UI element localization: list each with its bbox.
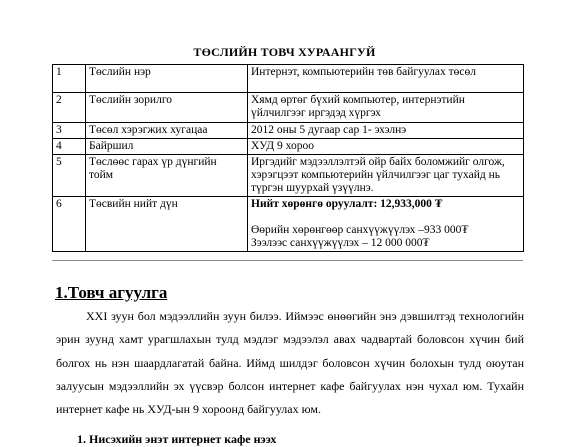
row-number: 6 bbox=[53, 197, 86, 252]
total-investment: Нийт хөрөнгө оруулалт: 12,933,000 ₮ bbox=[251, 198, 443, 210]
project-summary-table bbox=[52, 64, 524, 252]
loan-funding: Зээлээс санхүүжүүлэх – 12 000 000₮ bbox=[251, 237, 430, 249]
value-line: түргэн шуурхай үзүүлнэ. bbox=[251, 182, 374, 194]
table-row bbox=[53, 93, 524, 123]
own-funding: Өөрийн хөрөнгөөр санхүүжүүлэх –933 000₮ bbox=[251, 224, 469, 236]
summary-paragraph bbox=[56, 305, 524, 421]
row-number: 4 bbox=[53, 139, 86, 155]
document-title: ТӨСЛИЙН ТОВЧ ХУРААНГУЙ bbox=[193, 45, 376, 59]
value-line: ХУД 9 хороо bbox=[251, 140, 314, 152]
row-value bbox=[248, 65, 524, 93]
table-row bbox=[53, 65, 524, 93]
row-value bbox=[248, 155, 524, 197]
row-label: Байршил bbox=[86, 139, 248, 155]
label-line: тойм bbox=[89, 169, 114, 181]
value-line: Иргэдийг мэдээллэлтэй ойр байх боломжийг олгож, bbox=[251, 156, 505, 168]
paragraph-text: XXI зуун бол мэдээллийн зуун билээ. Иймээс өнөөгийн энэ дэвшилтэд технологийн эрин зуунд хамт урагшлахын тулд мэдлэг мэдээлэл авах чадвартай боловсон хүчин бий болгох нь нэн шаардлагатай байна. Иймд шилдэг боловсон хүчин болохын тулд оюутан залуусын мэдээллийн эх үүсвэр болсон интернет кафе байгуулах нэн чухал юм. Тухайн интернет кафе нь ХУД-ын 9 хороонд байгуулах юм. bbox=[56, 309, 524, 417]
row-number: 5 bbox=[53, 155, 86, 197]
row-value bbox=[248, 123, 524, 139]
row-label bbox=[86, 155, 248, 197]
table-row bbox=[53, 139, 524, 155]
label-line: Төслөөс гарах үр дүнгийн bbox=[89, 156, 217, 168]
section-divider bbox=[52, 260, 523, 261]
row-label: Төслийн нэр bbox=[86, 65, 248, 93]
value-line: Интернэт, компьютерийн төв байгуулах төсөл bbox=[251, 66, 476, 78]
row-number: 3 bbox=[53, 123, 86, 139]
value-line: Хямд өртөг бүхий компьютер, интернэтийн bbox=[251, 94, 465, 106]
table-row bbox=[53, 155, 524, 197]
row-value bbox=[248, 93, 524, 123]
value-line: үйлчилгээг иргэдэд хүргэх bbox=[251, 107, 381, 119]
row-number: 1 bbox=[53, 65, 86, 93]
table-row bbox=[53, 123, 524, 139]
value-line: хэрэгцээт компьютерийн үйлчилгээг цаг тухайд нь bbox=[251, 169, 500, 181]
row-number: 2 bbox=[53, 93, 86, 123]
table-row bbox=[53, 197, 524, 252]
row-value bbox=[248, 139, 524, 155]
list-item: 1. Нисэхийн энэт интернет кафе нээх bbox=[77, 432, 277, 446]
row-label: Төсвийн нийт дүн bbox=[86, 197, 248, 252]
section-heading: 1.Товч агуулга bbox=[55, 283, 168, 302]
row-label: Төсөл хэрэгжих хугацаа bbox=[86, 123, 248, 139]
row-value bbox=[248, 197, 524, 252]
row-label: Төслийн зорилго bbox=[86, 93, 248, 123]
value-line: 2012 оны 5 дугаар сар 1- эхэлнэ bbox=[251, 124, 407, 136]
